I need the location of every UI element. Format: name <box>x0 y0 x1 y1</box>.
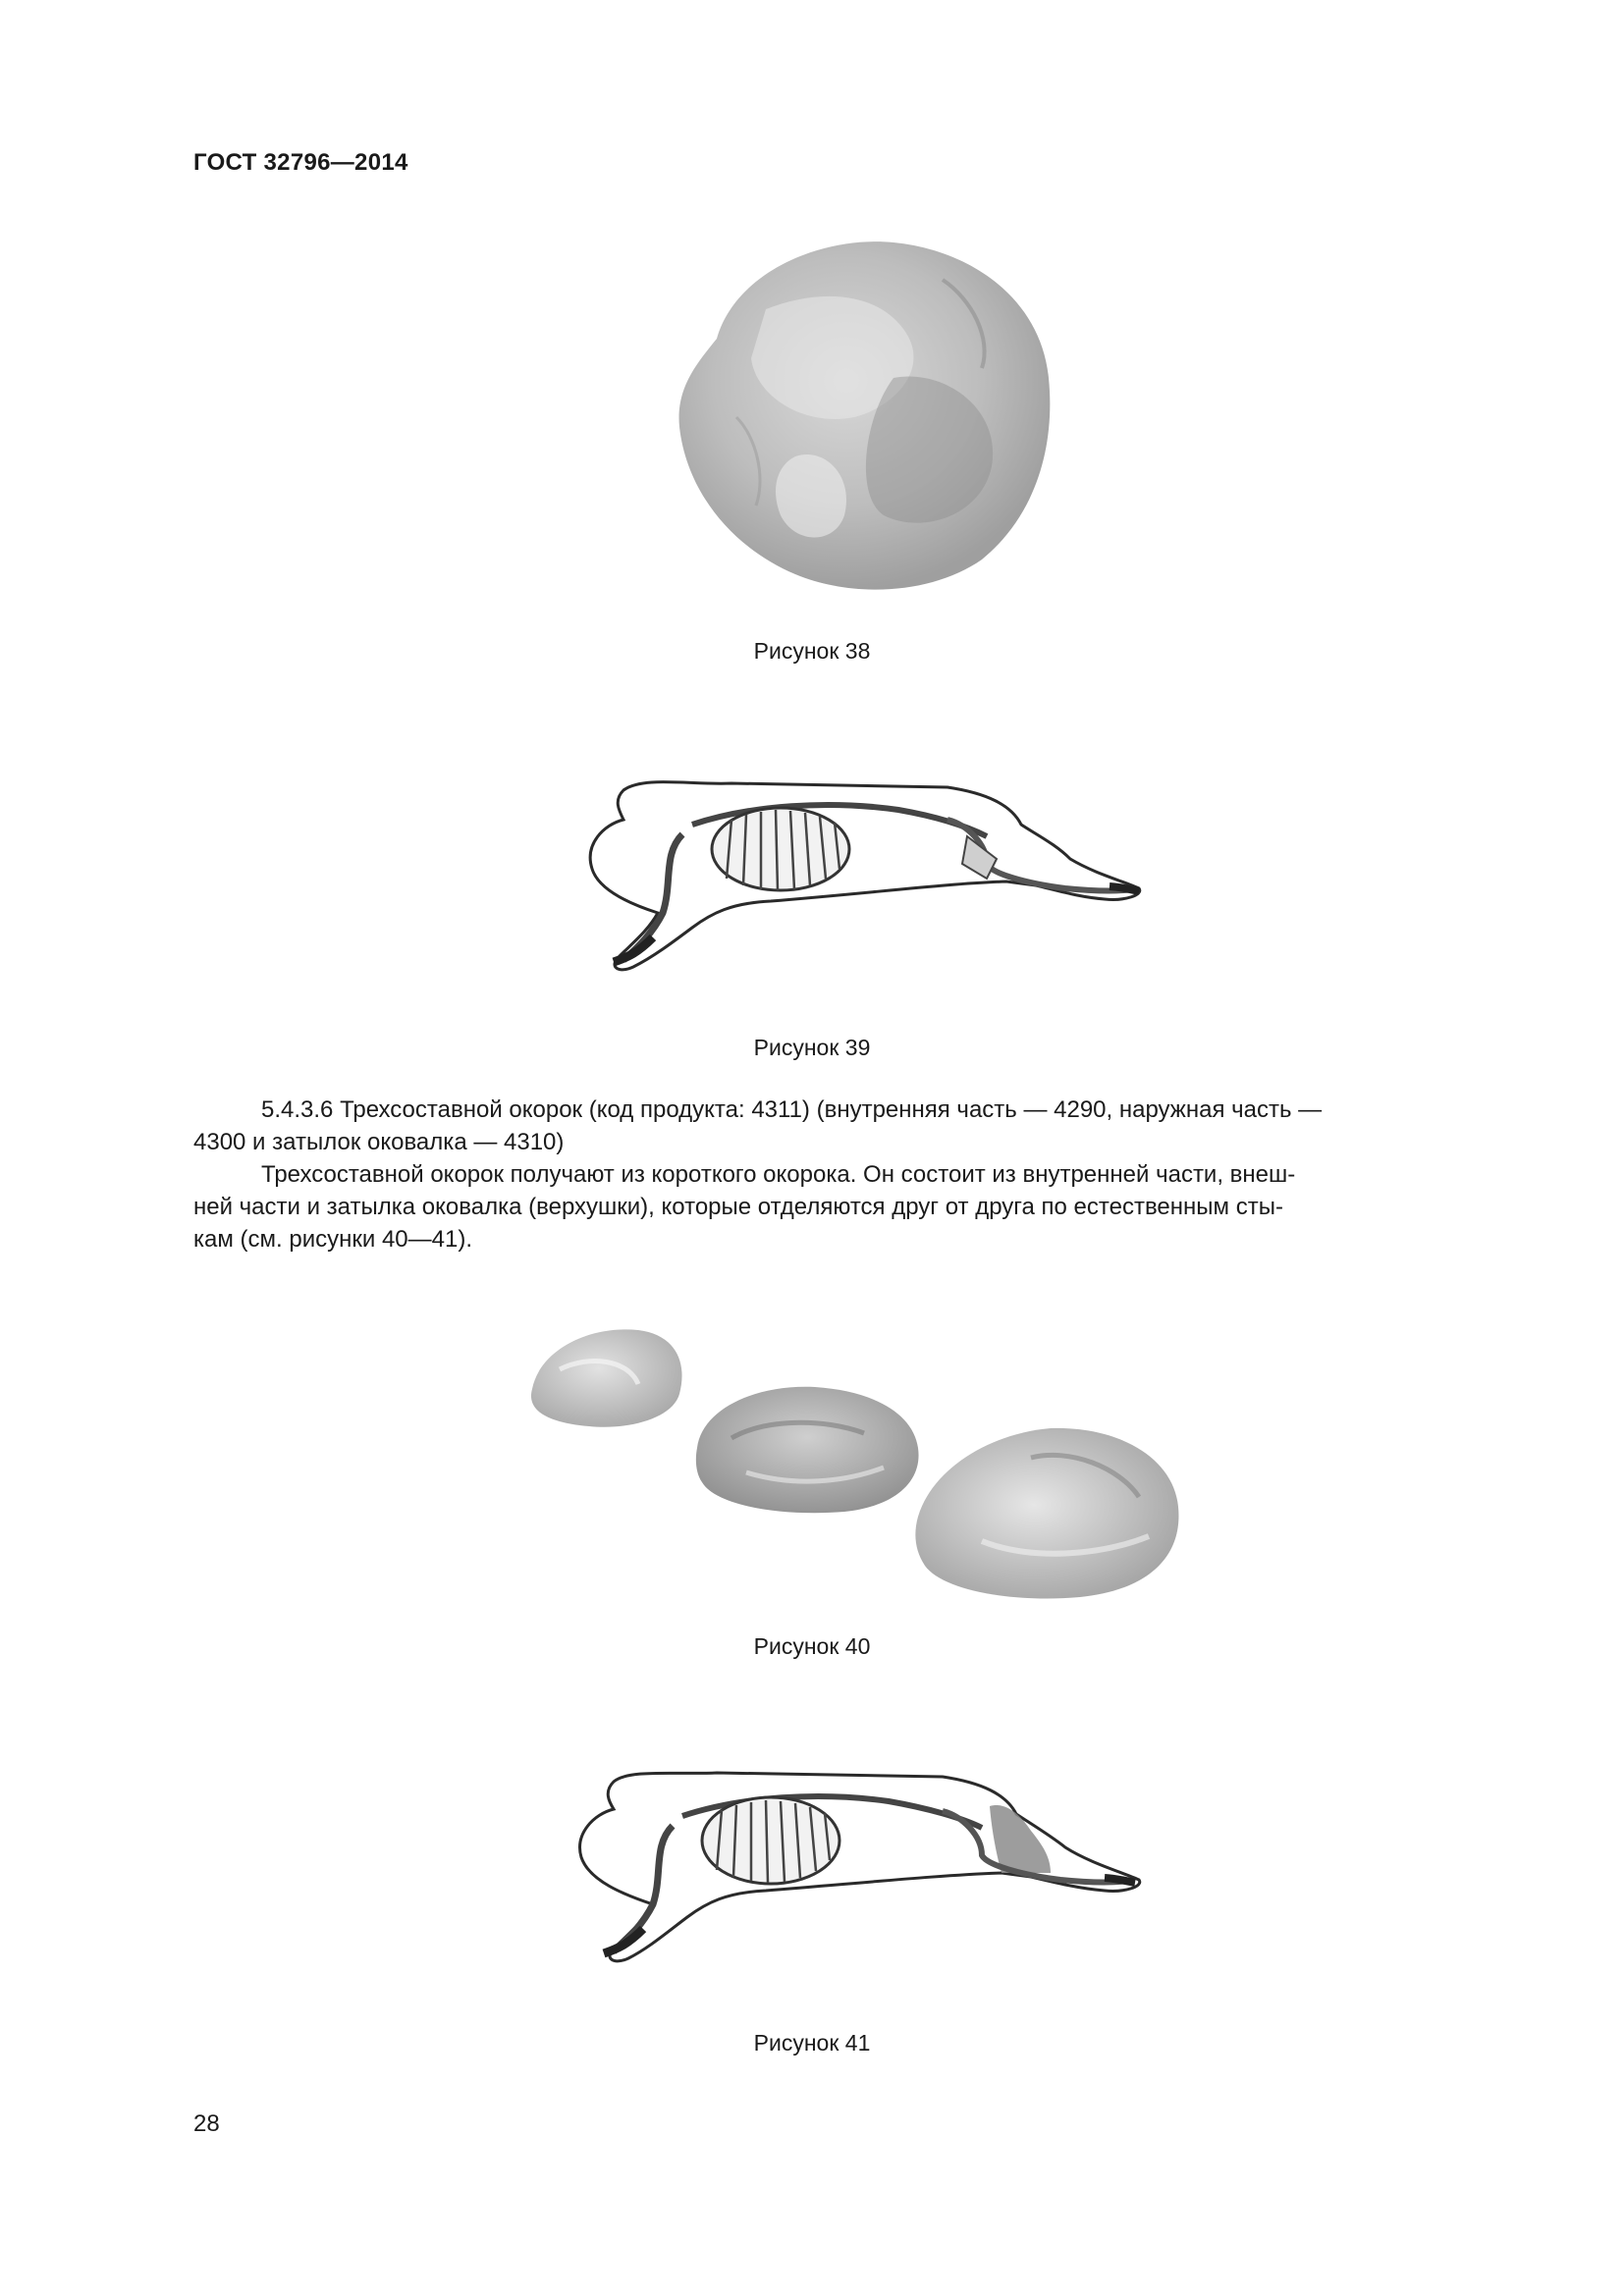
body-text-line-1: Трехсоставной окорок получают из короткого окорока. Он состоит из внутренней части, внеш- <box>261 1161 1296 1188</box>
figure-39-carcass-diagram <box>574 766 1144 987</box>
body-text-line-3: кам (см. рисунки 40—41). <box>193 1226 473 1253</box>
document-code-header: ГОСТ 32796—2014 <box>193 149 408 176</box>
figure-41-caption: Рисунок 41 <box>753 2030 871 2056</box>
body-text-line-2: ней части и затылка оковалка (верхушки), которые отделяются друг от друга по естественным сты- <box>193 1194 1283 1220</box>
figure-40-three-meat-parts-photo <box>520 1310 1188 1605</box>
figure-39-caption: Рисунок 39 <box>753 1035 871 1060</box>
figure-40-caption: Рисунок 40 <box>753 1633 871 1659</box>
section-heading-line-1: 5.4.3.6 Трехсоставной окорок (код продукта: 4311) (внутренняя часть — 4290, наружная часть — <box>261 1096 1323 1123</box>
figure-38-caption: Рисунок 38 <box>753 638 871 664</box>
page-number: 28 <box>193 2110 220 2137</box>
figure-38-meat-cut-photo <box>648 221 1080 604</box>
figure-41-carcass-diagram <box>560 1747 1149 1983</box>
section-heading-line-2: 4300 и затылок оковалка — 4310) <box>193 1129 565 1155</box>
